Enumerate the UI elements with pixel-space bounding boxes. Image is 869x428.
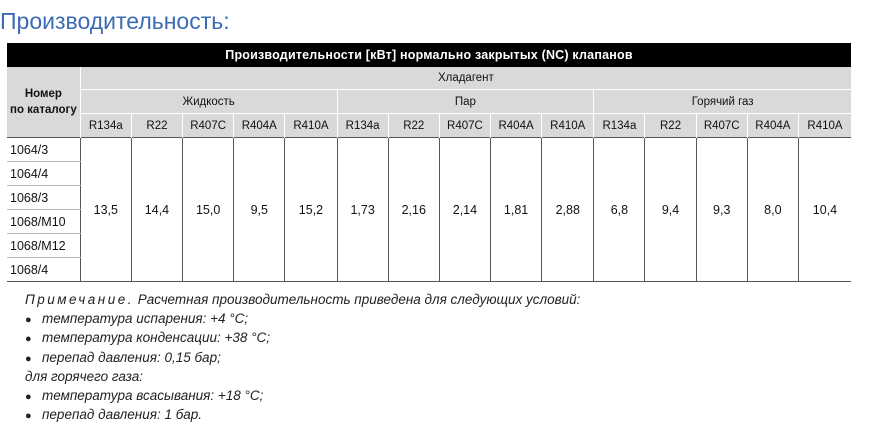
note-condition [25,329,825,349]
note-condition [25,406,825,426]
capacity-value-cell: 9,3 [696,138,747,282]
note-prefix: Примечание. [25,292,134,307]
refrigerant-col-header: R407C [183,114,234,138]
capacity-value-cell: 6,8 [594,138,645,282]
catalog-header-line2: по каталогу [10,104,77,116]
page-title: Производительность: [0,8,230,34]
capacity-value-cell: 9,4 [645,138,696,282]
note-condition [25,387,825,407]
group-header-vapor: Пар [337,90,594,114]
bullet-icon: ● [25,313,32,326]
note-condition-text: температура конденсации: +38 °C; [42,330,271,345]
group-header-hot-gas: Горячий газ [594,90,851,114]
table-title: Производительности [кВт] нормально закрытых (NC) клапанов [7,43,851,67]
note-condition [25,349,825,369]
note-condition-text: перепад давления: 0,15 бар; [42,349,221,365]
refrigerant-col-header: R410A [542,114,594,138]
catalog-number-header [7,67,80,138]
group-header-liquid: Жидкость [80,90,337,114]
capacity-value-cell: 10,4 [798,138,851,282]
capacity-value-cell: 13,5 [80,138,131,282]
refrigerant-col-header: R134a [594,114,645,138]
refrigerant-col-header: R22 [131,114,182,138]
bullet-icon: ● [25,352,32,365]
bullet-icon: ● [25,410,32,422]
refrigerant-col-header: R410A [798,114,851,138]
capacity-value-cell: 14,4 [131,138,182,282]
capacity-table [7,43,851,282]
model-number-cell: 1064/3 [7,138,80,162]
capacity-value-cell: 1,81 [491,138,542,282]
capacity-value-cell: 9,5 [234,138,285,282]
refrigerant-col-header: R22 [645,114,696,138]
table-row [7,138,851,162]
refrigerant-col-header: R410A [285,114,337,138]
catalog-header-line1: Номер [24,88,62,100]
notes-block [25,291,825,426]
hot-gas-intro: для горячего газа: [25,369,143,384]
bullet-icon: ● [25,390,32,403]
note-intro: Расчетная производительность приведена для следующих условий: [134,292,581,307]
model-number-cell: 1068/3 [7,186,80,210]
capacity-value-cell: 15,0 [183,138,234,282]
refrigerant-col-header: R404A [747,114,798,138]
note-condition-text: перепад давления: 1 бар. [42,407,203,422]
refrigerant-col-header: R22 [388,114,439,138]
capacity-value-cell: 2,16 [388,138,439,282]
refrigerant-col-header: R134a [80,114,131,138]
capacity-value-cell: 1,73 [337,138,388,282]
capacity-table-container [7,43,851,282]
note-condition-text: температура всасывания: +18 °C; [42,387,264,403]
model-number-cell: 1068/M12 [7,234,80,258]
model-number-cell: 1068/M10 [7,210,80,234]
model-number-cell: 1068/4 [7,258,80,282]
note-condition [25,310,825,330]
bullet-icon: ● [25,333,32,345]
capacity-value-cell: 2,88 [542,138,594,282]
refrigerant-col-header: R407C [696,114,747,138]
capacity-value-cell: 2,14 [439,138,490,282]
note-condition-text: температура испарения: +4 °C; [42,310,249,326]
refrigerant-col-header: R134a [337,114,388,138]
capacity-value-cell: 8,0 [747,138,798,282]
refrigerant-header: Хладагент [80,67,851,90]
capacity-value-cell: 15,2 [285,138,337,282]
model-number-cell: 1064/4 [7,162,80,186]
note-intro-line [25,291,825,310]
refrigerant-col-header: R404A [491,114,542,138]
refrigerant-col-header: R407C [439,114,490,138]
refrigerant-col-header: R404A [234,114,285,138]
